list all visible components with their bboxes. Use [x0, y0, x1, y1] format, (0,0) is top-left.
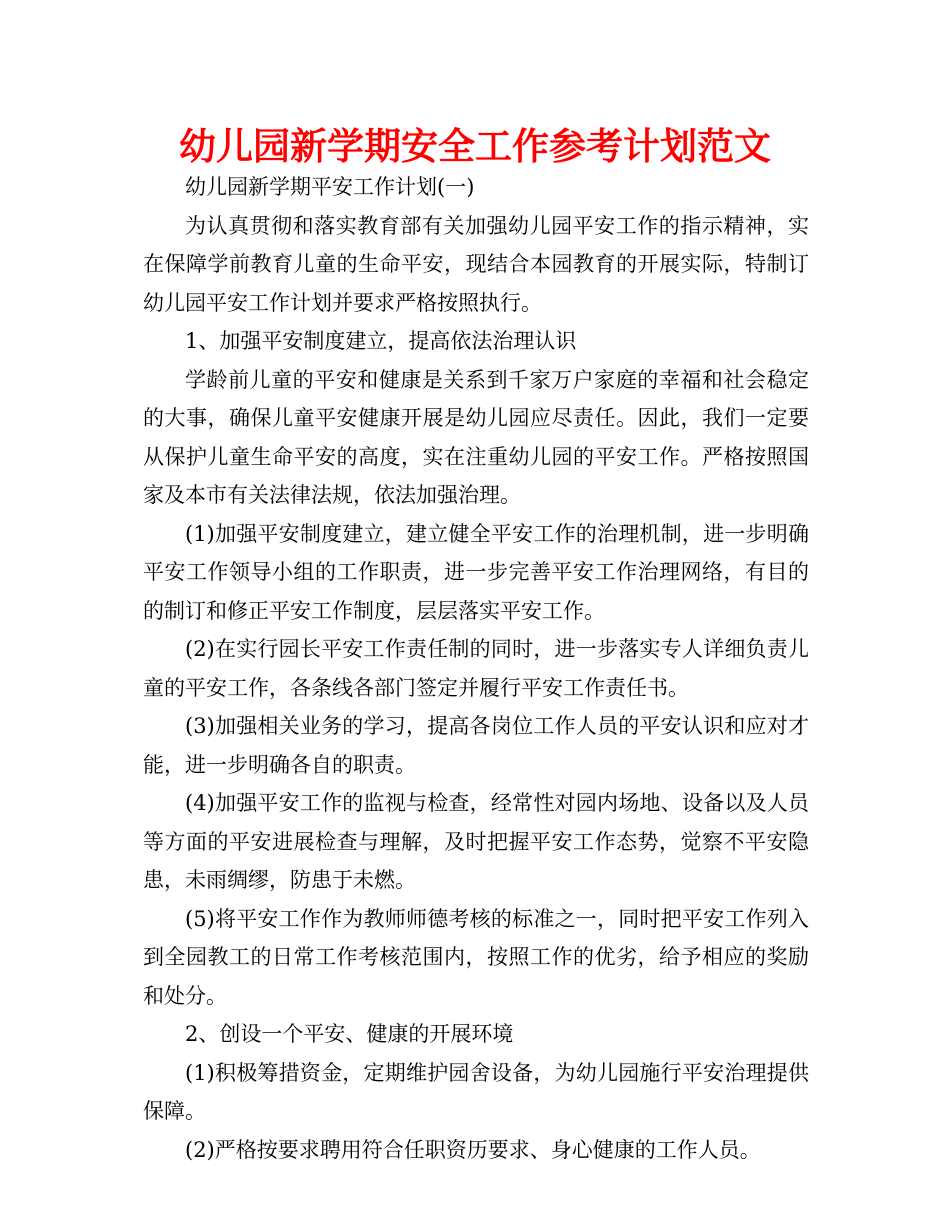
list-item-1-2: (2)在实行园长平安工作责任制的同时，进一步落实专人详细负责儿童的平安工作，各条线各部门签定并履行平安工作责任书。: [143, 637, 809, 700]
section-heading-2: 2、创设一个平安、健康的开展环境: [185, 1022, 514, 1046]
list-item-1-5: (5)将平安工作作为教师师德考核的标准之一，同时把平安工作列入到全园教工的日常工作考核范围内，按照工作的优劣，给予相应的奖励和处分。: [143, 906, 809, 1008]
document-title: 幼儿园新学期安全工作参考计划范文: [179, 125, 771, 168]
paragraph-section-1-intro: 学龄前儿童的平安和健康是关系到千家万户家庭的幸福和社会稳定的大事，确保儿童平安健康开展是幼儿园应尽责任。因此，我们一定要从保护儿童生命平安的高度，实在注重幼儿园的平安工作。严格按照国家及本市有关法律法规，依法加强治理。: [143, 367, 809, 507]
list-item-2-1: (1)积极筹措资金，定期维护园舍设备，为幼儿园施行平安治理提供保障。: [143, 1060, 809, 1123]
paragraph-intro: 为认真贯彻和落实教育部有关加强幼儿园平安工作的指示精神，实在保障学前教育儿童的生命平安，现结合本园教育的开展实际，特制订幼儿园平安工作计划并要求严格按照执行。: [143, 213, 809, 315]
list-item-1-1: (1)加强平安制度建立，建立健全平安工作的治理机制，进一步明确平安工作领导小组的工作职责，进一步完善平安工作治理网络，有目的的制订和修正平安工作制度，层层落实平安工作。: [143, 521, 809, 623]
list-item-1-3: (3)加强相关业务的学习，提高各岗位工作人员的平安认识和应对才能，进一步明确各自的职责。: [143, 714, 809, 777]
list-item-1-4: (4)加强平安工作的监视与检查，经常性对园内场地、设备以及人员等方面的平安进展检查与理解，及时把握平安工作态势，觉察不平安隐患，未雨绸缪，防患于未燃。: [143, 791, 809, 892]
list-item-2-2: (2)严格按要求聘用符合任职资历要求、身心健康的工作人员。: [185, 1137, 761, 1162]
paragraph-subtitle: 幼儿园新学期平安工作计划(一): [185, 175, 475, 199]
document-body: [143, 168, 809, 1169]
section-heading-1: 1、加强平安制度建立，提高依法治理认识: [185, 329, 577, 353]
